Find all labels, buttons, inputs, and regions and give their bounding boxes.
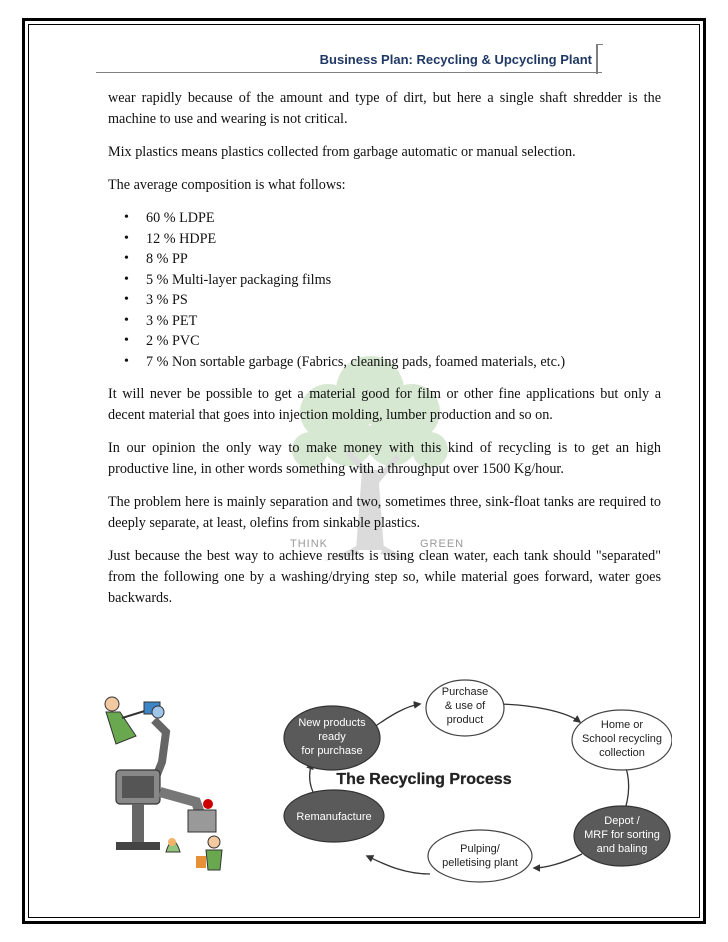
node-purchase-line: product [446, 714, 484, 726]
paragraph: The average composition is what follows: [108, 177, 346, 193]
list-item: • 3 % PS [146, 290, 661, 311]
header-tab-mark [596, 44, 603, 74]
list-item: • 5 % Multi-layer packaging films [146, 270, 661, 291]
node-depot-line: Depot / [604, 815, 640, 827]
paragraph: In our opinion the only way to make money with this kind of recycling is to get an high productive line, in other words something with a throughput over 1500 Kg/hour. [108, 440, 661, 477]
node-purchase-line: Purchase [441, 686, 489, 698]
node-purchase [426, 680, 504, 736]
list-item: • 60 % LDPE [146, 208, 661, 229]
list-item: • 7 % Non sortable garbage (Fabrics, cleaning pads, foamed materials, etc.) [146, 352, 661, 373]
node-new-products-line: for purchase [301, 745, 363, 757]
composition-list [108, 208, 661, 372]
node-pulping-line: Pulping/ [460, 843, 500, 855]
list-item: • 8 % PP [146, 249, 661, 270]
node-depot-line: MRF for sorting [584, 829, 660, 841]
node-remanufacture [284, 790, 384, 842]
node-remanufacture-line: Remanufacture [296, 811, 372, 823]
recycling-process-diagram [282, 678, 672, 884]
node-collection [572, 710, 672, 770]
body-content [108, 88, 661, 621]
diagram-title: The Recycling Process [336, 771, 512, 788]
paragraph: Just because the best way to achieve results is using clean water, each tank should "separated" from the following one by a washing/drying step so, while material goes forward, water goes backwards. [108, 548, 661, 606]
list-item: • 12 % HDPE [146, 229, 661, 250]
node-purchase-line: & use of [444, 700, 486, 712]
node-depot [574, 806, 670, 866]
recycling-machine-illustration-icon [96, 692, 244, 872]
node-new-products [284, 706, 380, 770]
node-collection-line: collection [599, 747, 645, 759]
node-new-products-line: New products [298, 717, 366, 729]
node-collection-line: Home or [600, 719, 644, 731]
header-rule [96, 72, 602, 73]
paragraph: It will never be possible to get a material good for film or other fine applications but only a decent material that goes into injection molding, lumber production and so on. [108, 386, 661, 423]
paragraph: wear rapidly because of the amount and type of dirt, but here a single shaft shredder is the machine to use and wearing is not critical. [108, 90, 661, 127]
paragraph: The problem here is mainly separation and two, sometimes three, sink-float tanks are required to deeply separate, at least, olefins from sinkable plastics. [108, 494, 661, 531]
node-collection-line: School recycling [581, 733, 663, 745]
node-new-products-line: ready [318, 731, 346, 743]
list-item: • 3 % PET [146, 311, 661, 332]
watermark-left-text: THINK [290, 538, 328, 550]
watermark-right-text: GREEN [420, 538, 465, 550]
paragraph: Mix plastics means plastics collected from garbage automatic or manual selection. [108, 144, 576, 160]
list-item: • 2 % PVC [146, 331, 661, 352]
node-pulping-line: pelletising plant [442, 857, 518, 869]
header-title: Business Plan: Recycling & Upcycling Plant [319, 52, 592, 67]
node-pulping [428, 830, 532, 882]
node-depot-line: and baling [596, 843, 648, 855]
